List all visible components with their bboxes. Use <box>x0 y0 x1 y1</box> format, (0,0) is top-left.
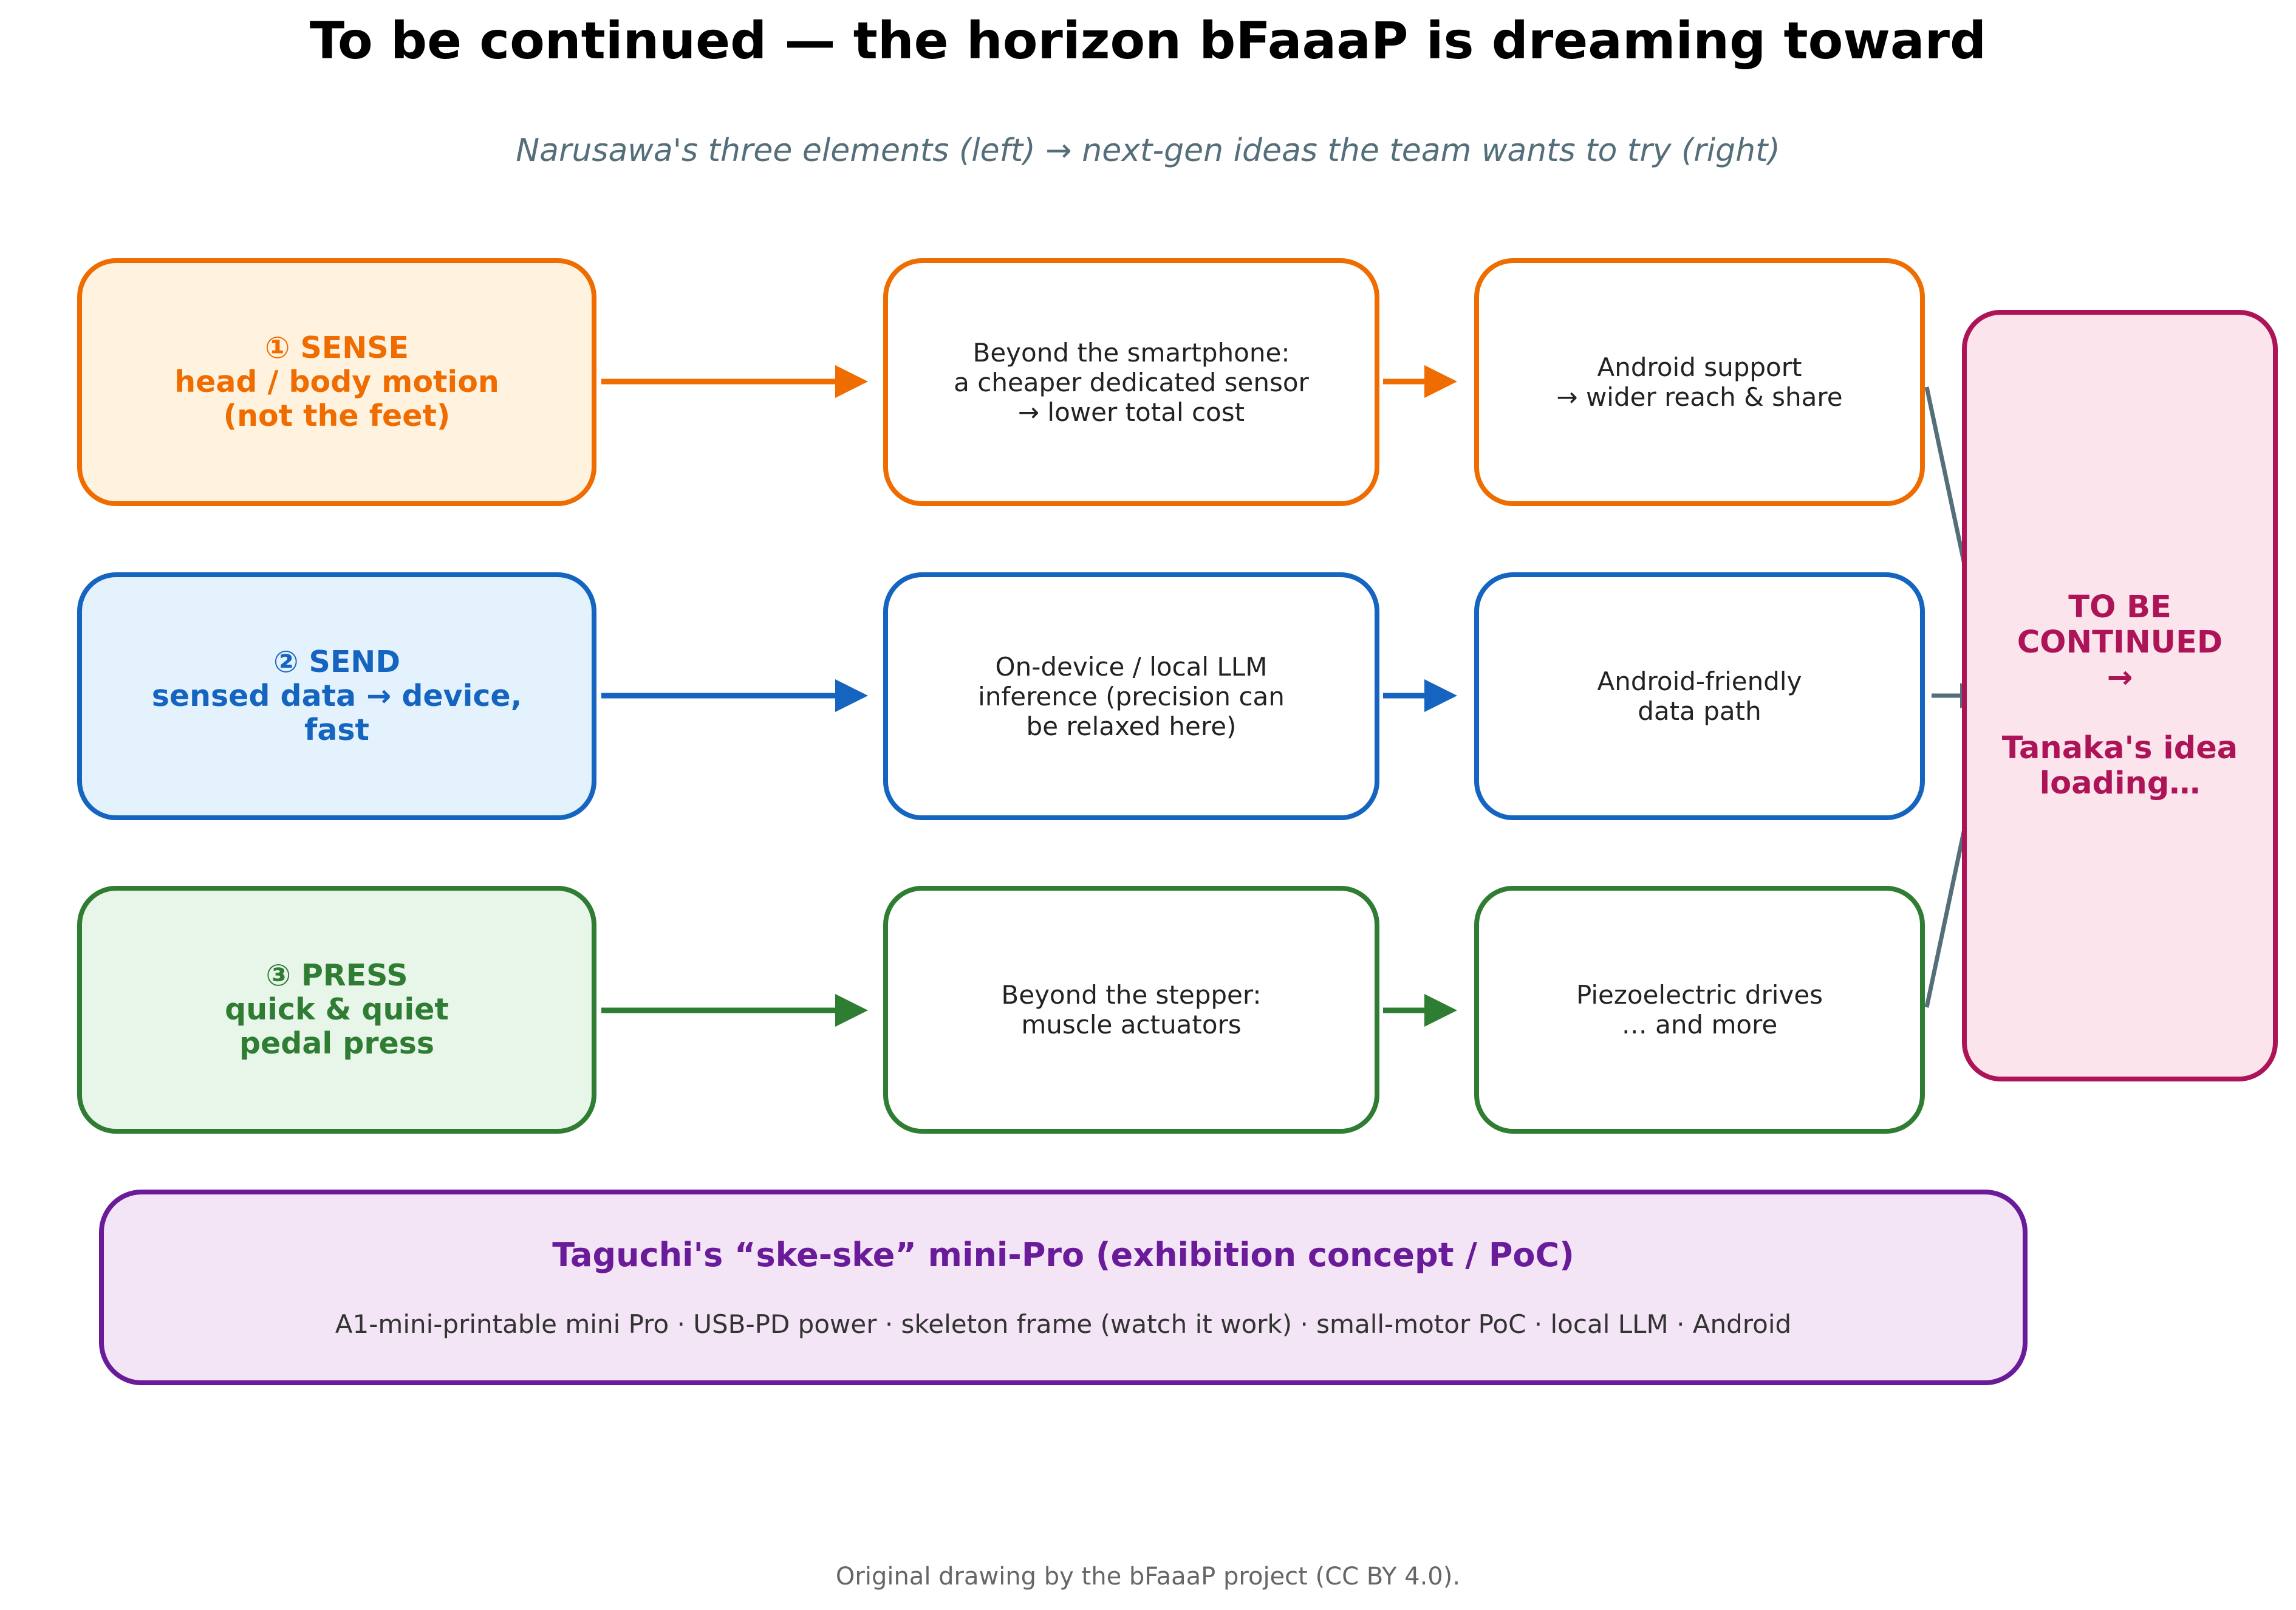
to-be-continued-box <box>1962 310 2278 1081</box>
sense-element-label: ① SENSE head / body motion (not the feet) <box>174 331 499 433</box>
press-idea-1-label: Beyond the stepper: muscle actuators <box>1001 980 1262 1040</box>
press-idea-1-box <box>883 886 1379 1134</box>
sense-idea-2-box <box>1474 258 1925 506</box>
sense-idea-2-label: Android support → wider reach & share <box>1556 352 1843 412</box>
to-be-continued-label: TO BE CONTINUED → Tanaka's idea loading… <box>2001 589 2238 801</box>
page-title: To be continued — the horizon bFaaaP is dreaming toward <box>309 11 1987 70</box>
mini-pro-features: A1-mini-printable mini Pro · USB-PD power · skeleton frame (watch it work) · small-motor PoC · local LLM · Android <box>335 1309 1792 1339</box>
page-subtitle: Narusawa's three elements (left) → next-gen ideas the team wants to try (right) <box>516 132 1780 169</box>
press-element-label: ③ PRESS quick & quiet pedal press <box>225 958 449 1061</box>
press-idea-2-box <box>1474 886 1925 1134</box>
press-element-box <box>77 886 596 1134</box>
mini-pro-title: Taguchi's “ske-ske” mini-Pro (exhibition concept / PoC) <box>552 1236 1574 1274</box>
sense-element-box <box>77 258 596 506</box>
send-element-box <box>77 572 596 820</box>
mini-pro-box <box>99 1190 2028 1385</box>
press-idea-2-label: Piezoelectric drives … and more <box>1576 980 1823 1040</box>
sense-idea-1-label: Beyond the smartphone: a cheaper dedicated sensor → lower total cost <box>954 337 1309 427</box>
send-idea-1-box <box>883 572 1379 820</box>
send-idea-2-box <box>1474 572 1925 820</box>
send-idea-1-label: On-device / local LLM inference (precision can be relaxed here) <box>978 651 1285 741</box>
sense-idea-1-box <box>883 258 1379 506</box>
credit-line: Original drawing by the bFaaaP project (CC BY 4.0). <box>835 1563 1461 1591</box>
send-element-label: ② SEND sensed data → device, fast <box>151 645 522 747</box>
send-idea-2-label: Android-friendly data path <box>1597 666 1802 726</box>
